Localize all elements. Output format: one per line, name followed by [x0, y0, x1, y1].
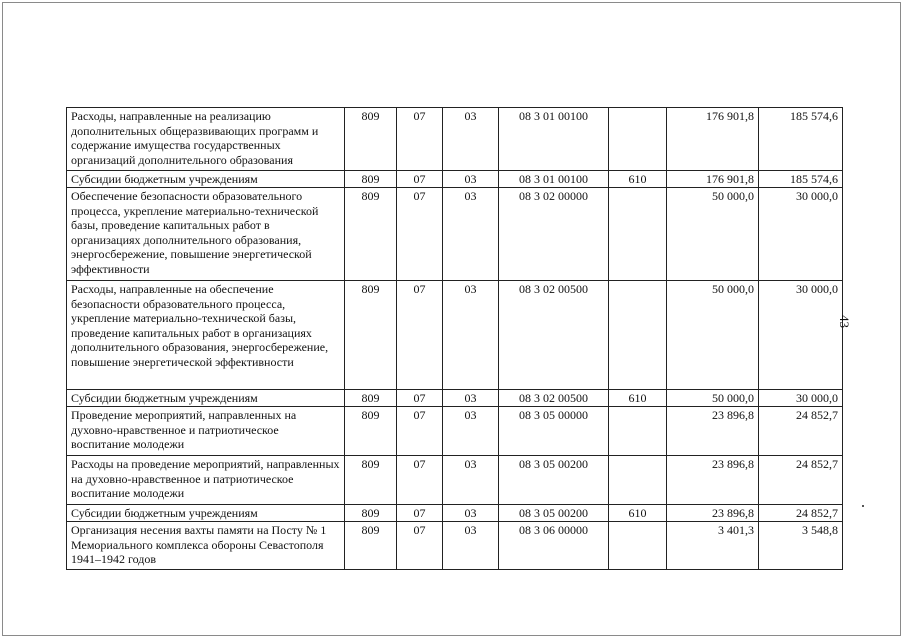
expense-type-cell	[609, 407, 667, 456]
row-name-cell: Организация несения вахты памяти на Посту № 1 Мемориального комплекса обороны Севастополя 1941–1942 годов	[67, 522, 345, 570]
row-name-cell: Расходы, направленные на реализацию дополнительных общеразвивающих программ и содержание имущества государственных организаций дополнительного образования	[67, 108, 345, 171]
subsection-code-cell: 03	[443, 108, 499, 171]
target-article-cell: 08 3 06 00000	[499, 522, 609, 570]
expense-type-cell	[609, 108, 667, 171]
target-article-cell: 08 3 01 00100	[499, 171, 609, 188]
expense-type-cell	[609, 456, 667, 505]
target-article-cell: 08 3 05 00000	[499, 407, 609, 456]
subsection-code-cell: 03	[443, 281, 499, 390]
budget-table-body	[67, 108, 843, 570]
amount-year-2-cell: 30 000,0	[759, 281, 843, 390]
subsection-code-cell: 03	[443, 407, 499, 456]
section-code-cell: 07	[397, 522, 443, 570]
row-name-cell: Субсидии бюджетным учреждениям	[67, 171, 345, 188]
table-row	[67, 522, 843, 570]
expense-type-cell: 610	[609, 390, 667, 407]
amount-year-1-cell: 176 901,8	[667, 171, 759, 188]
table-row	[67, 407, 843, 456]
scan-speck	[862, 505, 864, 507]
subsection-code-cell: 03	[443, 171, 499, 188]
ministry-code-cell: 809	[345, 505, 397, 522]
amount-year-1-cell: 50 000,0	[667, 188, 759, 281]
table-row	[67, 108, 843, 171]
expense-type-cell: 610	[609, 505, 667, 522]
target-article-cell: 08 3 02 00500	[499, 390, 609, 407]
amount-year-2-cell: 3 548,8	[759, 522, 843, 570]
subsection-code-cell: 03	[443, 390, 499, 407]
table-row	[67, 171, 843, 188]
amount-year-1-cell: 23 896,8	[667, 456, 759, 505]
subsection-code-cell: 03	[443, 522, 499, 570]
section-code-cell: 07	[397, 456, 443, 505]
expense-type-cell	[609, 281, 667, 390]
subsection-code-cell: 03	[443, 505, 499, 522]
table-row	[67, 390, 843, 407]
amount-year-2-cell: 30 000,0	[759, 390, 843, 407]
table-row	[67, 188, 843, 281]
ministry-code-cell: 809	[345, 390, 397, 407]
table-row	[67, 456, 843, 505]
section-code-cell: 07	[397, 188, 443, 281]
section-code-cell: 07	[397, 505, 443, 522]
table-row	[67, 281, 843, 390]
row-name-cell: Расходы на проведение мероприятий, направленных на духовно-нравственное и патриотическое воспитание молодежи	[67, 456, 345, 505]
section-code-cell: 07	[397, 281, 443, 390]
expense-type-cell	[609, 522, 667, 570]
subsection-code-cell: 03	[443, 456, 499, 505]
amount-year-2-cell: 24 852,7	[759, 407, 843, 456]
target-article-cell: 08 3 02 00500	[499, 281, 609, 390]
row-name-cell: Субсидии бюджетным учреждениям	[67, 390, 345, 407]
ministry-code-cell: 809	[345, 171, 397, 188]
row-name-cell: Субсидии бюджетным учреждениям	[67, 505, 345, 522]
row-name-cell: Проведение мероприятий, направленных на духовно-нравственное и патриотическое воспитание молодежи	[67, 407, 345, 456]
ministry-code-cell: 809	[345, 188, 397, 281]
table-row	[67, 505, 843, 522]
ministry-code-cell: 809	[345, 108, 397, 171]
amount-year-2-cell: 24 852,7	[759, 456, 843, 505]
section-code-cell: 07	[397, 390, 443, 407]
target-article-cell: 08 3 02 00000	[499, 188, 609, 281]
expense-type-cell	[609, 188, 667, 281]
target-article-cell: 08 3 05 00200	[499, 456, 609, 505]
row-name-cell: Расходы, направленные на обеспечение безопасности образовательного процесса, укрепление материально-технической базы, проведение капитальных работ в организациях дополнительного образования, энергосбережение, повышение энергетической эффективности	[67, 281, 345, 390]
amount-year-1-cell: 50 000,0	[667, 281, 759, 390]
expense-type-cell: 610	[609, 171, 667, 188]
ministry-code-cell: 809	[345, 407, 397, 456]
row-name-cell: Обеспечение безопасности образовательного процесса, укрепление материально-технической базы, проведение капитальных работ в организациях дополнительного образования, энергосбережение, повышение энергетической эффективности	[67, 188, 345, 281]
amount-year-1-cell: 50 000,0	[667, 390, 759, 407]
amount-year-2-cell: 185 574,6	[759, 108, 843, 171]
subsection-code-cell: 03	[443, 188, 499, 281]
target-article-cell: 08 3 01 00100	[499, 108, 609, 171]
ministry-code-cell: 809	[345, 522, 397, 570]
amount-year-2-cell: 24 852,7	[759, 505, 843, 522]
amount-year-1-cell: 23 896,8	[667, 505, 759, 522]
page-number: 43	[837, 315, 852, 328]
amount-year-1-cell: 176 901,8	[667, 108, 759, 171]
target-article-cell: 08 3 05 00200	[499, 505, 609, 522]
amount-year-2-cell: 30 000,0	[759, 188, 843, 281]
section-code-cell: 07	[397, 407, 443, 456]
section-code-cell: 07	[397, 171, 443, 188]
ministry-code-cell: 809	[345, 281, 397, 390]
amount-year-2-cell: 185 574,6	[759, 171, 843, 188]
amount-year-1-cell: 23 896,8	[667, 407, 759, 456]
ministry-code-cell: 809	[345, 456, 397, 505]
section-code-cell: 07	[397, 108, 443, 171]
amount-year-1-cell: 3 401,3	[667, 522, 759, 570]
budget-table	[66, 107, 843, 570]
